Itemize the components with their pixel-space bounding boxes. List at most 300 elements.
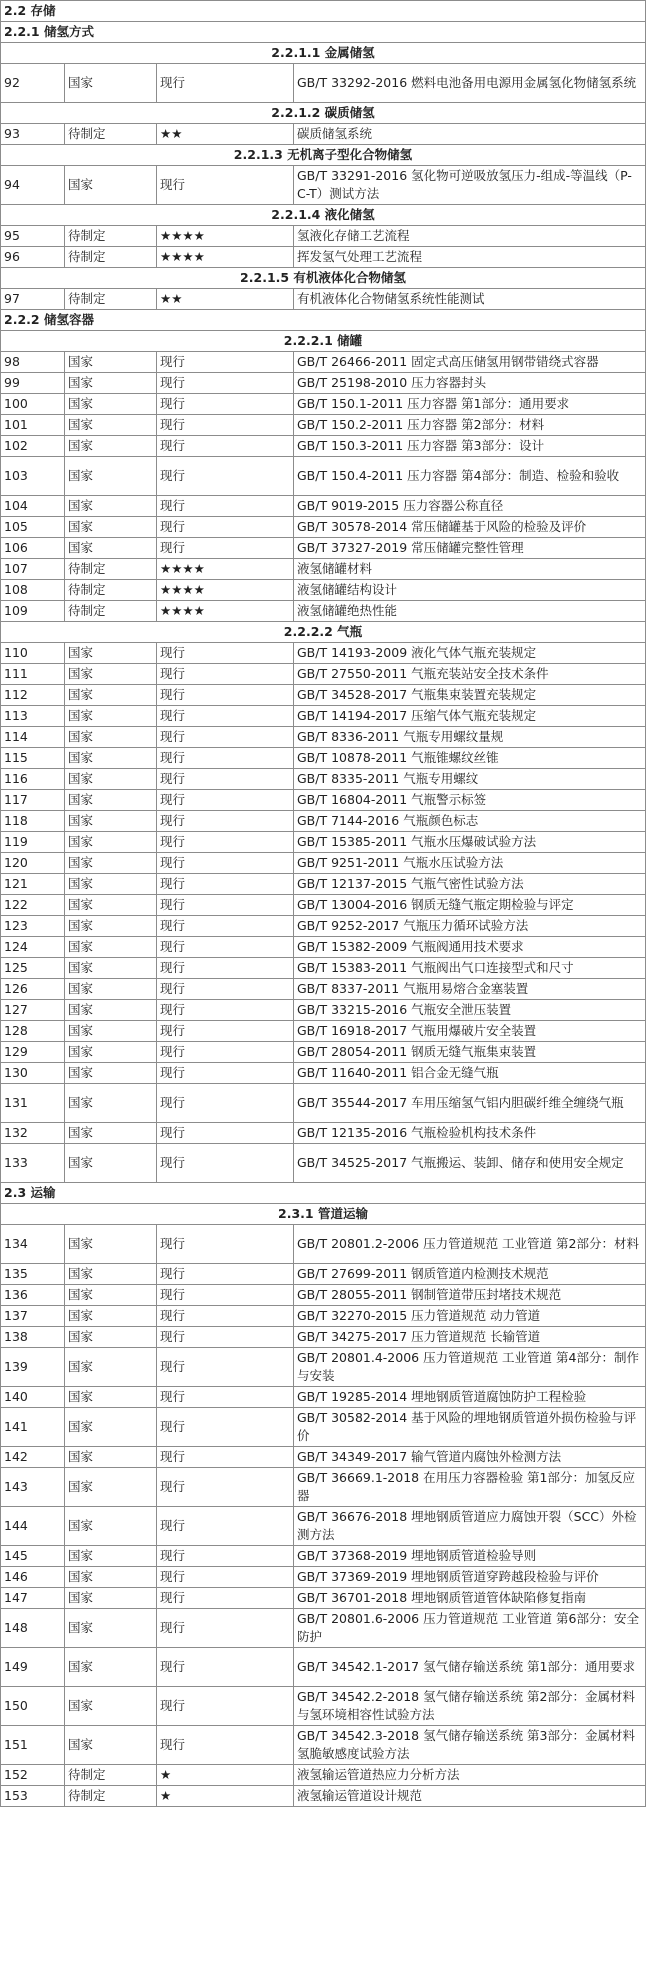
row-number-cell: 94 [1, 166, 65, 205]
table-row [1, 1786, 646, 1807]
level-cell: 国家 [65, 1225, 157, 1264]
level-cell: 国家 [65, 1021, 157, 1042]
level-cell: 国家 [65, 1567, 157, 1588]
subsection-heading-row [1, 205, 646, 226]
status-cell: 现行 [157, 811, 294, 832]
row-number-cell: 113 [1, 706, 65, 727]
table-row [1, 247, 646, 268]
status-cell: 现行 [157, 1648, 294, 1687]
level-cell: 待制定 [65, 289, 157, 310]
standard-title-cell: GB/T 13004-2016 钢质无缝气瓶定期检验与评定 [294, 895, 646, 916]
status-cell: ★★★★ [157, 601, 294, 622]
level-cell: 国家 [65, 916, 157, 937]
standard-title-cell: GB/T 16804-2011 气瓶警示标签 [294, 790, 646, 811]
status-cell: 现行 [157, 874, 294, 895]
status-cell: 现行 [157, 1468, 294, 1507]
level-cell: 国家 [65, 457, 157, 496]
standard-title-cell: GB/T 9251-2011 气瓶水压试验方法 [294, 853, 646, 874]
level-cell: 待制定 [65, 1786, 157, 1807]
level-cell: 国家 [65, 1327, 157, 1348]
standard-title-cell: GB/T 26466-2011 固定式高压储氢用钢带错绕式容器 [294, 352, 646, 373]
level-cell: 国家 [65, 1144, 157, 1183]
standard-title-cell: GB/T 34528-2017 气瓶集束装置充装规定 [294, 685, 646, 706]
table-row [1, 643, 646, 664]
row-number-cell: 121 [1, 874, 65, 895]
table-row [1, 1765, 646, 1786]
table-row [1, 1285, 646, 1306]
standard-title-cell: GB/T 15382-2009 气瓶阀通用技术要求 [294, 937, 646, 958]
level-cell: 国家 [65, 727, 157, 748]
row-number-cell: 104 [1, 496, 65, 517]
table-row [1, 727, 646, 748]
subsection-heading: 2.2.2.2 气瓶 [1, 622, 646, 643]
status-cell: 现行 [157, 685, 294, 706]
level-cell: 国家 [65, 1447, 157, 1468]
status-cell: 现行 [157, 415, 294, 436]
table-row [1, 1306, 646, 1327]
status-cell: 现行 [157, 727, 294, 748]
level-cell: 国家 [65, 1507, 157, 1546]
status-cell: 现行 [157, 1285, 294, 1306]
row-number-cell: 133 [1, 1144, 65, 1183]
standard-title-cell: GB/T 12135-2016 气瓶检验机构技术条件 [294, 1123, 646, 1144]
subsection-heading: 2.2.1.1 金属储氢 [1, 43, 646, 64]
row-number-cell: 146 [1, 1567, 65, 1588]
level-cell: 国家 [65, 1123, 157, 1144]
status-cell: 现行 [157, 1123, 294, 1144]
level-cell: 国家 [65, 853, 157, 874]
table-row [1, 1225, 646, 1264]
status-cell: 现行 [157, 790, 294, 811]
row-number-cell: 153 [1, 1786, 65, 1807]
status-cell: 现行 [157, 517, 294, 538]
level-cell: 国家 [65, 1042, 157, 1063]
standard-title-cell: GB/T 37369-2019 埋地钢质管道穿跨越段检验与评价 [294, 1567, 646, 1588]
row-number-cell: 122 [1, 895, 65, 916]
level-cell: 国家 [65, 811, 157, 832]
table-row [1, 124, 646, 145]
row-number-cell: 120 [1, 853, 65, 874]
standard-title-cell: GB/T 28054-2011 钢质无缝气瓶集束装置 [294, 1042, 646, 1063]
table-row [1, 853, 646, 874]
standard-title-cell: 液氢输运管道热应力分析方法 [294, 1765, 646, 1786]
standard-title-cell: GB/T 33291-2016 氢化物可逆吸放氢压力-组成-等温线（P-C-T）测试方法 [294, 166, 646, 205]
status-cell: 现行 [157, 373, 294, 394]
status-cell: ★ [157, 1765, 294, 1786]
table-row [1, 289, 646, 310]
status-cell: 现行 [157, 1348, 294, 1387]
row-number-cell: 99 [1, 373, 65, 394]
row-number-cell: 141 [1, 1408, 65, 1447]
level-cell: 国家 [65, 937, 157, 958]
row-number-cell: 96 [1, 247, 65, 268]
level-cell: 国家 [65, 517, 157, 538]
level-cell: 国家 [65, 1546, 157, 1567]
level-cell: 国家 [65, 1000, 157, 1021]
standard-title-cell: 挥发氢气处理工艺流程 [294, 247, 646, 268]
level-cell: 国家 [65, 166, 157, 205]
status-cell: 现行 [157, 769, 294, 790]
row-number-cell: 125 [1, 958, 65, 979]
standard-title-cell: 液氢储罐绝热性能 [294, 601, 646, 622]
level-cell: 国家 [65, 832, 157, 853]
status-cell: 现行 [157, 394, 294, 415]
status-cell: ★★★★ [157, 247, 294, 268]
status-cell: 现行 [157, 1264, 294, 1285]
level-cell: 国家 [65, 352, 157, 373]
level-cell: 国家 [65, 1609, 157, 1648]
section-heading: 2.3 运输 [1, 1183, 646, 1204]
row-number-cell: 108 [1, 580, 65, 601]
status-cell: 现行 [157, 436, 294, 457]
row-number-cell: 107 [1, 559, 65, 580]
row-number-cell: 109 [1, 601, 65, 622]
status-cell: 现行 [157, 937, 294, 958]
level-cell: 国家 [65, 685, 157, 706]
table-row [1, 811, 646, 832]
standard-title-cell: GB/T 30578-2014 常压储罐基于风险的检验及评价 [294, 517, 646, 538]
level-cell: 待制定 [65, 247, 157, 268]
row-number-cell: 144 [1, 1507, 65, 1546]
table-row [1, 1687, 646, 1726]
subsection-heading: 2.2.1.2 碳质储氢 [1, 103, 646, 124]
table-row [1, 1588, 646, 1609]
standard-title-cell: GB/T 20801.2-2006 压力管道规范 工业管道 第2部分：材料 [294, 1225, 646, 1264]
row-number-cell: 131 [1, 1084, 65, 1123]
status-cell: ★★★★ [157, 580, 294, 601]
table-row [1, 415, 646, 436]
table-row [1, 895, 646, 916]
standard-title-cell: GB/T 16918-2017 气瓶用爆破片安全装置 [294, 1021, 646, 1042]
row-number-cell: 139 [1, 1348, 65, 1387]
level-cell: 国家 [65, 373, 157, 394]
status-cell: 现行 [157, 1447, 294, 1468]
table-row [1, 64, 646, 103]
standard-title-cell: GB/T 20801.4-2006 压力管道规范 工业管道 第4部分：制作与安装 [294, 1348, 646, 1387]
status-cell: 现行 [157, 1546, 294, 1567]
status-cell: 现行 [157, 1144, 294, 1183]
standard-title-cell: 液氢输运管道设计规范 [294, 1786, 646, 1807]
table-row [1, 1468, 646, 1507]
level-cell: 国家 [65, 1687, 157, 1726]
standard-title-cell: GB/T 12137-2015 气瓶气密性试验方法 [294, 874, 646, 895]
row-number-cell: 92 [1, 64, 65, 103]
table-row [1, 685, 646, 706]
status-cell: 现行 [157, 832, 294, 853]
row-number-cell: 110 [1, 643, 65, 664]
row-number-cell: 97 [1, 289, 65, 310]
standard-title-cell: GB/T 34349-2017 输气管道内腐蚀外检测方法 [294, 1447, 646, 1468]
level-cell: 国家 [65, 1285, 157, 1306]
row-number-cell: 129 [1, 1042, 65, 1063]
level-cell: 国家 [65, 1468, 157, 1507]
row-number-cell: 119 [1, 832, 65, 853]
table-row [1, 1084, 646, 1123]
level-cell: 国家 [65, 1726, 157, 1765]
row-number-cell: 102 [1, 436, 65, 457]
section-heading-row [1, 1183, 646, 1204]
standard-title-cell: GB/T 28055-2011 钢制管道带压封堵技术规范 [294, 1285, 646, 1306]
row-number-cell: 117 [1, 790, 65, 811]
row-number-cell: 138 [1, 1327, 65, 1348]
table-row [1, 1063, 646, 1084]
row-number-cell: 93 [1, 124, 65, 145]
subsection-heading: 2.2.1.3 无机离子型化合物储氢 [1, 145, 646, 166]
level-cell: 国家 [65, 1648, 157, 1687]
standard-title-cell: GB/T 10878-2011 气瓶锥螺纹丝锥 [294, 748, 646, 769]
subsection-heading-row [1, 622, 646, 643]
status-cell: ★★★★ [157, 559, 294, 580]
status-cell: 现行 [157, 457, 294, 496]
level-cell: 待制定 [65, 1765, 157, 1786]
status-cell: 现行 [157, 1021, 294, 1042]
subsection-heading-row [1, 103, 646, 124]
standard-title-cell: GB/T 8335-2011 气瓶专用螺纹 [294, 769, 646, 790]
table-row [1, 166, 646, 205]
standard-title-cell: GB/T 33215-2016 气瓶安全泄压装置 [294, 1000, 646, 1021]
standard-title-cell: GB/T 14194-2017 压缩气体气瓶充装规定 [294, 706, 646, 727]
table-row [1, 916, 646, 937]
table-row [1, 226, 646, 247]
standard-title-cell: GB/T 14193-2009 液化气体气瓶充装规定 [294, 643, 646, 664]
table-row [1, 748, 646, 769]
status-cell: 现行 [157, 1042, 294, 1063]
subsection-heading: 2.3.1 管道运输 [1, 1204, 646, 1225]
row-number-cell: 151 [1, 1726, 65, 1765]
section-heading-row [1, 22, 646, 43]
subsection-heading-row [1, 1204, 646, 1225]
row-number-cell: 145 [1, 1546, 65, 1567]
level-cell: 国家 [65, 874, 157, 895]
level-cell: 国家 [65, 1306, 157, 1327]
status-cell: 现行 [157, 1225, 294, 1264]
standard-title-cell: GB/T 30582-2014 基于风险的埋地钢质管道外损伤检验与评价 [294, 1408, 646, 1447]
row-number-cell: 126 [1, 979, 65, 1000]
status-cell: 现行 [157, 643, 294, 664]
standard-title-cell: GB/T 8336-2011 气瓶专用螺纹量规 [294, 727, 646, 748]
status-cell: 现行 [157, 664, 294, 685]
standard-title-cell: GB/T 7144-2016 气瓶颜色标志 [294, 811, 646, 832]
subsection-heading-row [1, 331, 646, 352]
standard-title-cell: GB/T 27699-2011 钢质管道内检测技术规范 [294, 1264, 646, 1285]
table-row [1, 436, 646, 457]
level-cell: 国家 [65, 415, 157, 436]
table-row [1, 1264, 646, 1285]
table-row [1, 832, 646, 853]
status-cell: 现行 [157, 748, 294, 769]
row-number-cell: 128 [1, 1021, 65, 1042]
status-cell: 现行 [157, 706, 294, 727]
row-number-cell: 132 [1, 1123, 65, 1144]
standard-title-cell: GB/T 32270-2015 压力管道规范 动力管道 [294, 1306, 646, 1327]
level-cell: 待制定 [65, 559, 157, 580]
table-row [1, 1408, 646, 1447]
table-row [1, 1648, 646, 1687]
standard-title-cell: GB/T 36676-2018 埋地钢质管道应力腐蚀开裂（SCC）外检测方法 [294, 1507, 646, 1546]
status-cell: 现行 [157, 979, 294, 1000]
status-cell: 现行 [157, 1567, 294, 1588]
status-cell: ★★ [157, 289, 294, 310]
row-number-cell: 101 [1, 415, 65, 436]
status-cell: ★★ [157, 124, 294, 145]
standard-title-cell: GB/T 9019-2015 压力容器公称直径 [294, 496, 646, 517]
status-cell: 现行 [157, 352, 294, 373]
status-cell: 现行 [157, 1609, 294, 1648]
standard-title-cell: 有机液体化合物储氢系统性能测试 [294, 289, 646, 310]
row-number-cell: 127 [1, 1000, 65, 1021]
row-number-cell: 143 [1, 1468, 65, 1507]
standard-title-cell: GB/T 150.1-2011 压力容器 第1部分：通用要求 [294, 394, 646, 415]
table-row [1, 664, 646, 685]
section-heading-row [1, 1, 646, 22]
level-cell: 国家 [65, 958, 157, 979]
table-row [1, 1144, 646, 1183]
table-row [1, 373, 646, 394]
row-number-cell: 152 [1, 1765, 65, 1786]
status-cell: 现行 [157, 916, 294, 937]
standard-title-cell: 氢液化存储工艺流程 [294, 226, 646, 247]
standard-title-cell: GB/T 15383-2011 气瓶阀出气口连接型式和尺寸 [294, 958, 646, 979]
section-heading-row [1, 310, 646, 331]
level-cell: 国家 [65, 1063, 157, 1084]
row-number-cell: 140 [1, 1387, 65, 1408]
status-cell: 现行 [157, 895, 294, 916]
section-heading: 2.2.2 储氢容器 [1, 310, 646, 331]
standard-title-cell: GB/T 36669.1-2018 在用压力容器检验 第1部分：加氢反应器 [294, 1468, 646, 1507]
row-number-cell: 135 [1, 1264, 65, 1285]
standard-title-cell: GB/T 36701-2018 埋地钢质管道管体缺陷修复指南 [294, 1588, 646, 1609]
level-cell: 待制定 [65, 226, 157, 247]
table-row [1, 1327, 646, 1348]
standard-title-cell: GB/T 11640-2011 铝合金无缝气瓶 [294, 1063, 646, 1084]
level-cell: 国家 [65, 1387, 157, 1408]
level-cell: 国家 [65, 1588, 157, 1609]
status-cell: 现行 [157, 538, 294, 559]
table-row [1, 706, 646, 727]
standard-title-cell: GB/T 34542.1-2017 氢气储存输送系统 第1部分：通用要求 [294, 1648, 646, 1687]
table-row [1, 874, 646, 895]
level-cell: 国家 [65, 706, 157, 727]
level-cell: 待制定 [65, 580, 157, 601]
level-cell: 国家 [65, 394, 157, 415]
standard-title-cell: GB/T 35544-2017 车用压缩氢气铝内胆碳纤维全缠绕气瓶 [294, 1084, 646, 1123]
row-number-cell: 142 [1, 1447, 65, 1468]
table-row [1, 958, 646, 979]
table-row [1, 352, 646, 373]
standard-title-cell: GB/T 150.3-2011 压力容器 第3部分：设计 [294, 436, 646, 457]
level-cell: 待制定 [65, 601, 157, 622]
standard-title-cell: GB/T 25198-2010 压力容器封头 [294, 373, 646, 394]
row-number-cell: 98 [1, 352, 65, 373]
status-cell: 现行 [157, 1327, 294, 1348]
table-row [1, 1348, 646, 1387]
status-cell: 现行 [157, 1588, 294, 1609]
level-cell: 国家 [65, 643, 157, 664]
subsection-heading: 2.2.2.1 储罐 [1, 331, 646, 352]
standard-title-cell: GB/T 15385-2011 气瓶水压爆破试验方法 [294, 832, 646, 853]
level-cell: 国家 [65, 1408, 157, 1447]
row-number-cell: 124 [1, 937, 65, 958]
status-cell: 现行 [157, 1084, 294, 1123]
row-number-cell: 106 [1, 538, 65, 559]
status-cell: 现行 [157, 1387, 294, 1408]
standards-table-body [1, 1, 646, 1807]
table-row [1, 1726, 646, 1765]
status-cell: 现行 [157, 853, 294, 874]
level-cell: 国家 [65, 895, 157, 916]
level-cell: 国家 [65, 979, 157, 1000]
section-heading: 2.2.1 储氢方式 [1, 22, 646, 43]
row-number-cell: 112 [1, 685, 65, 706]
level-cell: 国家 [65, 496, 157, 517]
status-cell: 现行 [157, 1408, 294, 1447]
level-cell: 国家 [65, 769, 157, 790]
standard-title-cell: GB/T 20801.6-2006 压力管道规范 工业管道 第6部分：安全防护 [294, 1609, 646, 1648]
row-number-cell: 118 [1, 811, 65, 832]
table-row [1, 601, 646, 622]
table-row [1, 1123, 646, 1144]
standard-title-cell: GB/T 33292-2016 燃料电池备用电源用金属氢化物储氢系统 [294, 64, 646, 103]
subsection-heading: 2.2.1.4 液化储氢 [1, 205, 646, 226]
status-cell: 现行 [157, 496, 294, 517]
standard-title-cell: GB/T 27550-2011 气瓶充装站安全技术条件 [294, 664, 646, 685]
subsection-heading-row [1, 43, 646, 64]
row-number-cell: 147 [1, 1588, 65, 1609]
table-row [1, 1042, 646, 1063]
level-cell: 国家 [65, 790, 157, 811]
status-cell: 现行 [157, 958, 294, 979]
status-cell: 现行 [157, 1726, 294, 1765]
table-row [1, 559, 646, 580]
standard-title-cell: GB/T 34275-2017 压力管道规范 长输管道 [294, 1327, 646, 1348]
level-cell: 待制定 [65, 124, 157, 145]
row-number-cell: 114 [1, 727, 65, 748]
standard-title-cell: GB/T 37368-2019 埋地钢质管道检验导则 [294, 1546, 646, 1567]
row-number-cell: 123 [1, 916, 65, 937]
table-row [1, 457, 646, 496]
row-number-cell: 148 [1, 1609, 65, 1648]
level-cell: 国家 [65, 436, 157, 457]
table-row [1, 979, 646, 1000]
status-cell: 现行 [157, 166, 294, 205]
row-number-cell: 149 [1, 1648, 65, 1687]
row-number-cell: 150 [1, 1687, 65, 1726]
level-cell: 国家 [65, 1084, 157, 1123]
level-cell: 国家 [65, 1264, 157, 1285]
section-heading: 2.2 存储 [1, 1, 646, 22]
table-row [1, 1000, 646, 1021]
table-row [1, 580, 646, 601]
level-cell: 国家 [65, 64, 157, 103]
status-cell: 现行 [157, 1063, 294, 1084]
standard-title-cell: GB/T 19285-2014 埋地钢质管道腐蚀防护工程检验 [294, 1387, 646, 1408]
standard-title-cell: GB/T 34525-2017 气瓶搬运、装卸、储存和使用安全规定 [294, 1144, 646, 1183]
row-number-cell: 137 [1, 1306, 65, 1327]
row-number-cell: 95 [1, 226, 65, 247]
status-cell: ★ [157, 1786, 294, 1807]
row-number-cell: 134 [1, 1225, 65, 1264]
level-cell: 国家 [65, 1348, 157, 1387]
row-number-cell: 105 [1, 517, 65, 538]
status-cell: 现行 [157, 1687, 294, 1726]
table-row [1, 1507, 646, 1546]
status-cell: 现行 [157, 1306, 294, 1327]
standard-title-cell: 液氢储罐结构设计 [294, 580, 646, 601]
status-cell: 现行 [157, 1507, 294, 1546]
standard-title-cell: GB/T 34542.3-2018 氢气储存输送系统 第3部分：金属材料氢脆敏感度试验方法 [294, 1726, 646, 1765]
status-cell: 现行 [157, 64, 294, 103]
table-row [1, 1021, 646, 1042]
